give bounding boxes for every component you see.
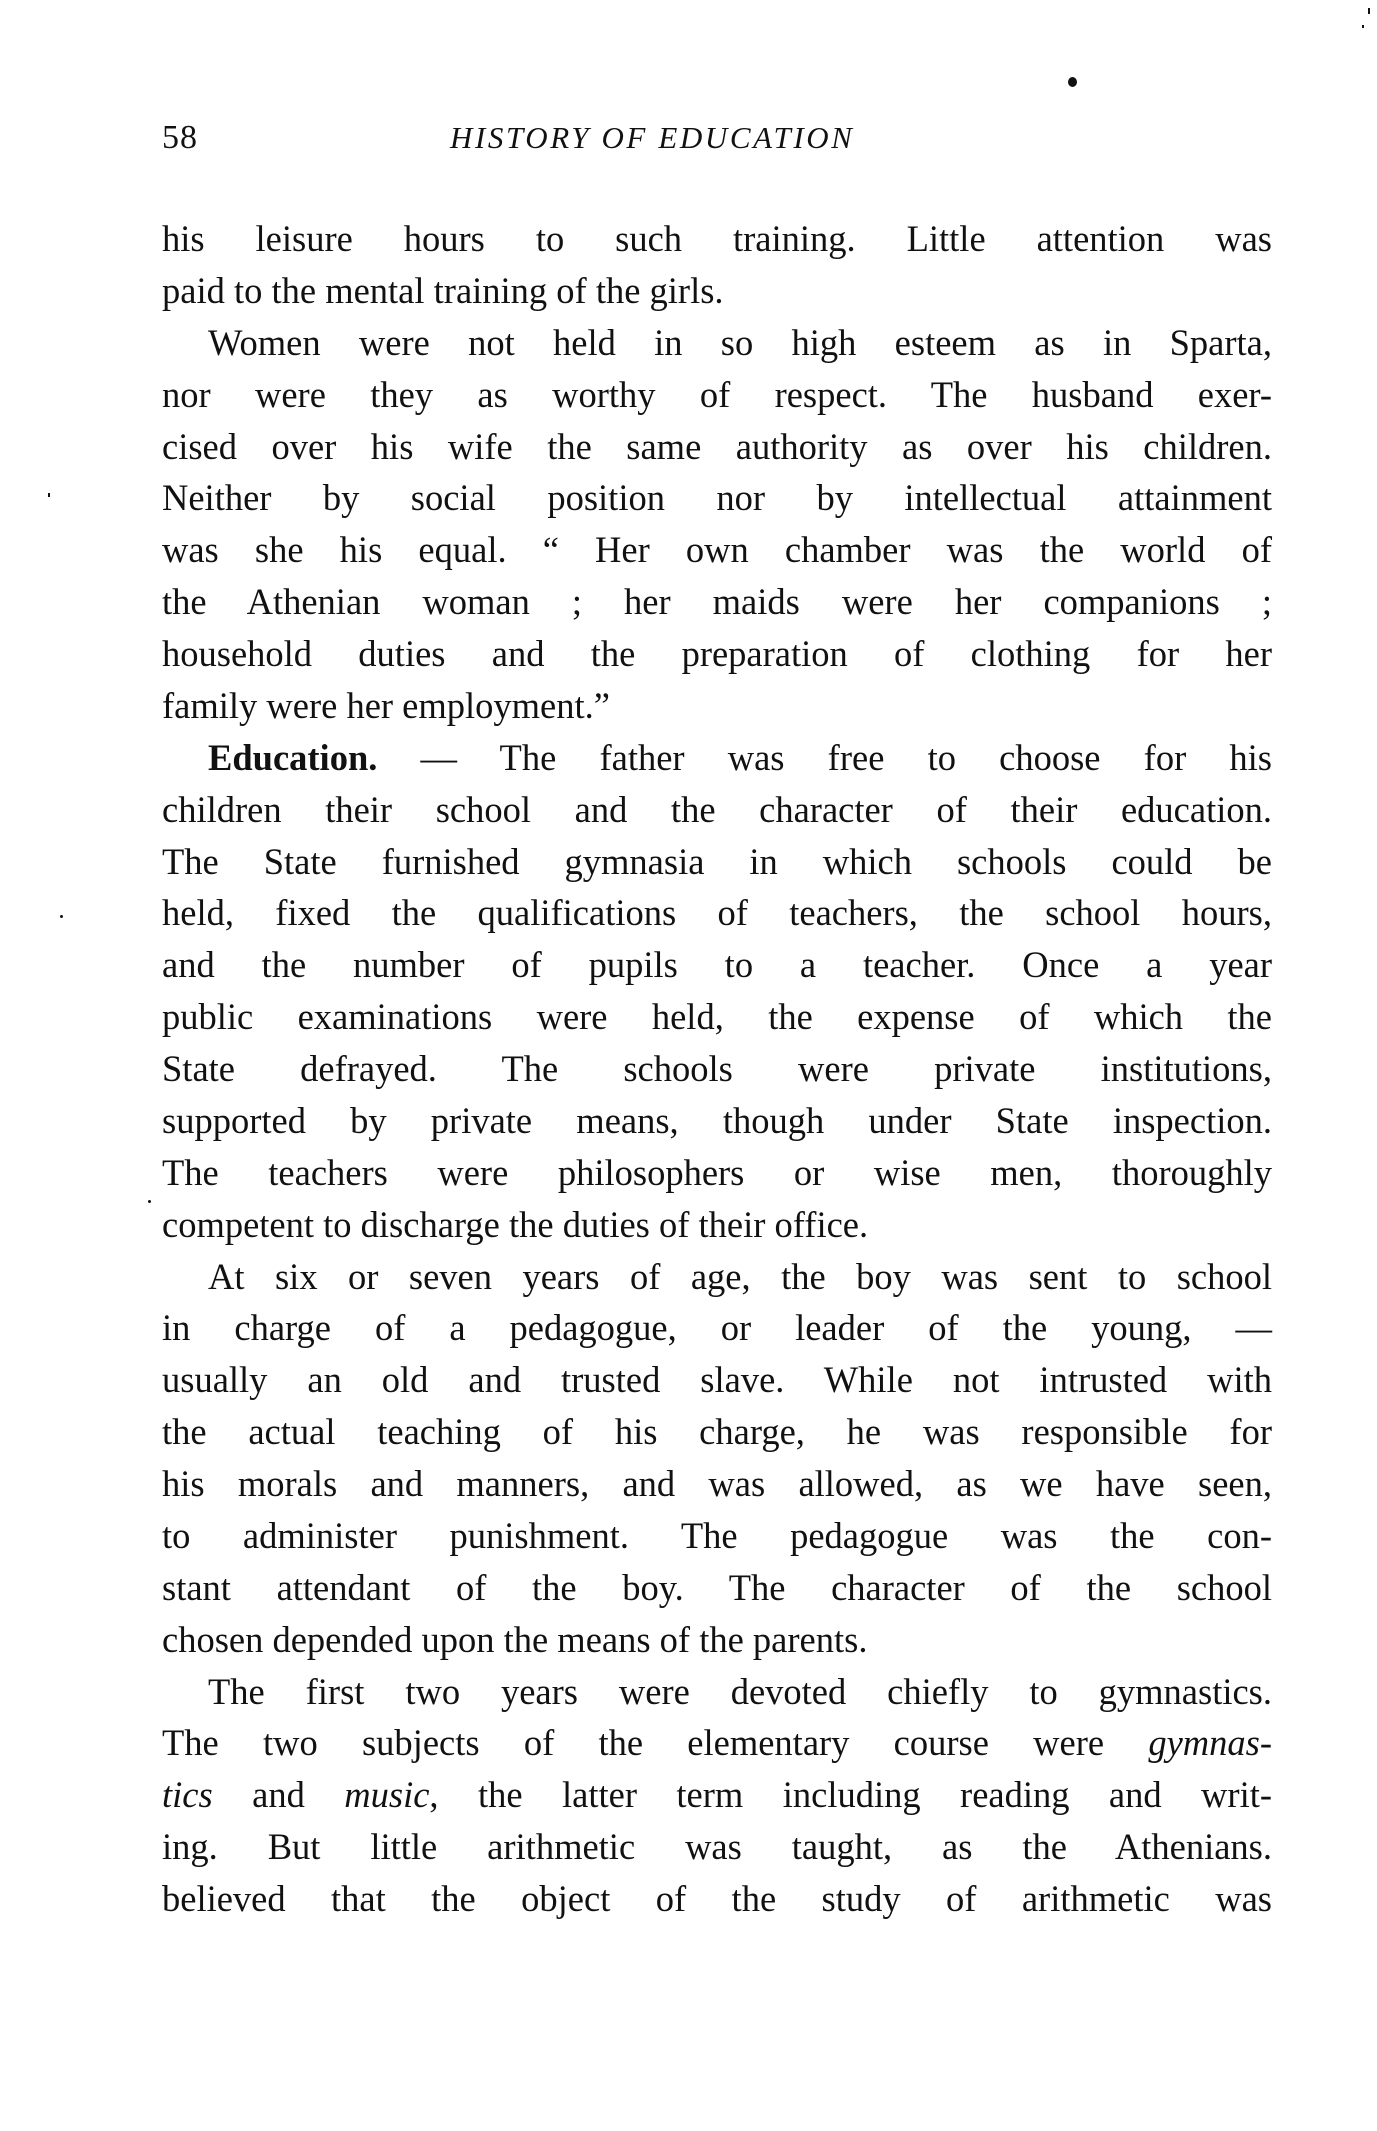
scan-speck	[148, 1200, 151, 1203]
text-line: children their school and the character of their education.	[162, 788, 1272, 830]
text-line-mixed	[162, 1769, 1272, 1821]
text-line: public examinations were held, the expense of which the	[162, 996, 1272, 1038]
text-run: — The father was free to choose for his	[377, 736, 1272, 778]
text-line: believed that the object of the study of arithmetic was	[162, 1878, 1272, 1919]
scan-speck	[48, 493, 50, 497]
scan-speck	[60, 915, 63, 918]
text-line: family were her employment.”	[162, 684, 610, 726]
section-heading: Education.	[208, 736, 378, 778]
text-line: held, fixed the qualifications of teachers, the school hours,	[162, 892, 1272, 934]
text-line: At six or seven years of age, the boy was sent to school	[208, 1255, 1272, 1297]
text-line: household duties and the preparation of clothing for her	[162, 633, 1272, 674]
text-line: supported by private means, though under State inspection.	[162, 1099, 1272, 1141]
body-text	[162, 213, 1272, 1925]
italic-term: tics	[162, 1774, 213, 1816]
text-line: to administer punishment. The pedagogue was the con-	[162, 1514, 1272, 1556]
text-line: the Athenian woman ; her maids were her companions ;	[162, 581, 1272, 623]
text-line: Women were not held in so high esteem as in Sparta,	[208, 321, 1272, 363]
text-line: his leisure hours to such training. Little attention was	[162, 218, 1272, 259]
running-head	[162, 118, 1272, 158]
page-number: 58	[162, 119, 198, 156]
paragraph-5	[162, 1666, 1272, 1925]
text-line: Neither by social position nor by intellectual attainment	[162, 477, 1272, 519]
text-line: in charge of a pedagogue, or leader of the young, —	[162, 1307, 1272, 1349]
text-line: ing. But little arithmetic was taught, as the Athenians.	[162, 1826, 1272, 1868]
text-line: State defrayed. The schools were private institutions,	[162, 1048, 1272, 1089]
text-line: usually an old and trusted slave. While not intrusted with	[162, 1359, 1272, 1401]
text-line: nor were they as worthy of respect. The husband exer-	[162, 373, 1272, 415]
text-line: cised over his wife the same authority as over his children.	[162, 425, 1272, 467]
running-title: HISTORY OF EDUCATION	[450, 120, 855, 155]
text-line: The State furnished gymnasia in which schools could be	[162, 840, 1272, 882]
text-line-with-heading	[162, 732, 1272, 784]
paragraph-2	[162, 317, 1272, 732]
text-line: competent to discharge the duties of their office.	[162, 1203, 869, 1245]
paragraph-education	[162, 732, 1272, 1251]
scan-speck	[1362, 25, 1364, 28]
paragraph-1	[162, 213, 1272, 317]
text-line: paid to the mental training of the girls.	[162, 269, 724, 311]
text-line: stant attendant of the boy. The character of the school	[162, 1566, 1272, 1608]
text-run: The two subjects of the elementary course were	[162, 1722, 1149, 1764]
scan-speck	[1068, 77, 1077, 87]
text-line: was she his equal. “ Her own chamber was the world of	[162, 529, 1272, 571]
paragraph-4	[162, 1251, 1272, 1666]
text-line: chosen depended upon the means of the parents.	[162, 1618, 868, 1660]
italic-term: music	[344, 1774, 430, 1816]
text-run: and	[212, 1774, 345, 1816]
text-line: his morals and manners, and was allowed, as we have seen,	[162, 1463, 1272, 1504]
scan-speck	[1368, 8, 1370, 14]
text-line: The teachers were philosophers or wise men, thoroughly	[162, 1151, 1272, 1193]
text-run: , the latter term including reading and writ-	[429, 1774, 1272, 1816]
text-line: The first two years were devoted chiefly to gymnastics.	[208, 1670, 1272, 1712]
text-line: the actual teaching of his charge, he was responsible for	[162, 1411, 1272, 1453]
text-line: and the number of pupils to a teacher. Once a year	[162, 944, 1272, 986]
text-line-mixed	[162, 1717, 1272, 1769]
italic-term: gymnas-	[1148, 1722, 1272, 1764]
